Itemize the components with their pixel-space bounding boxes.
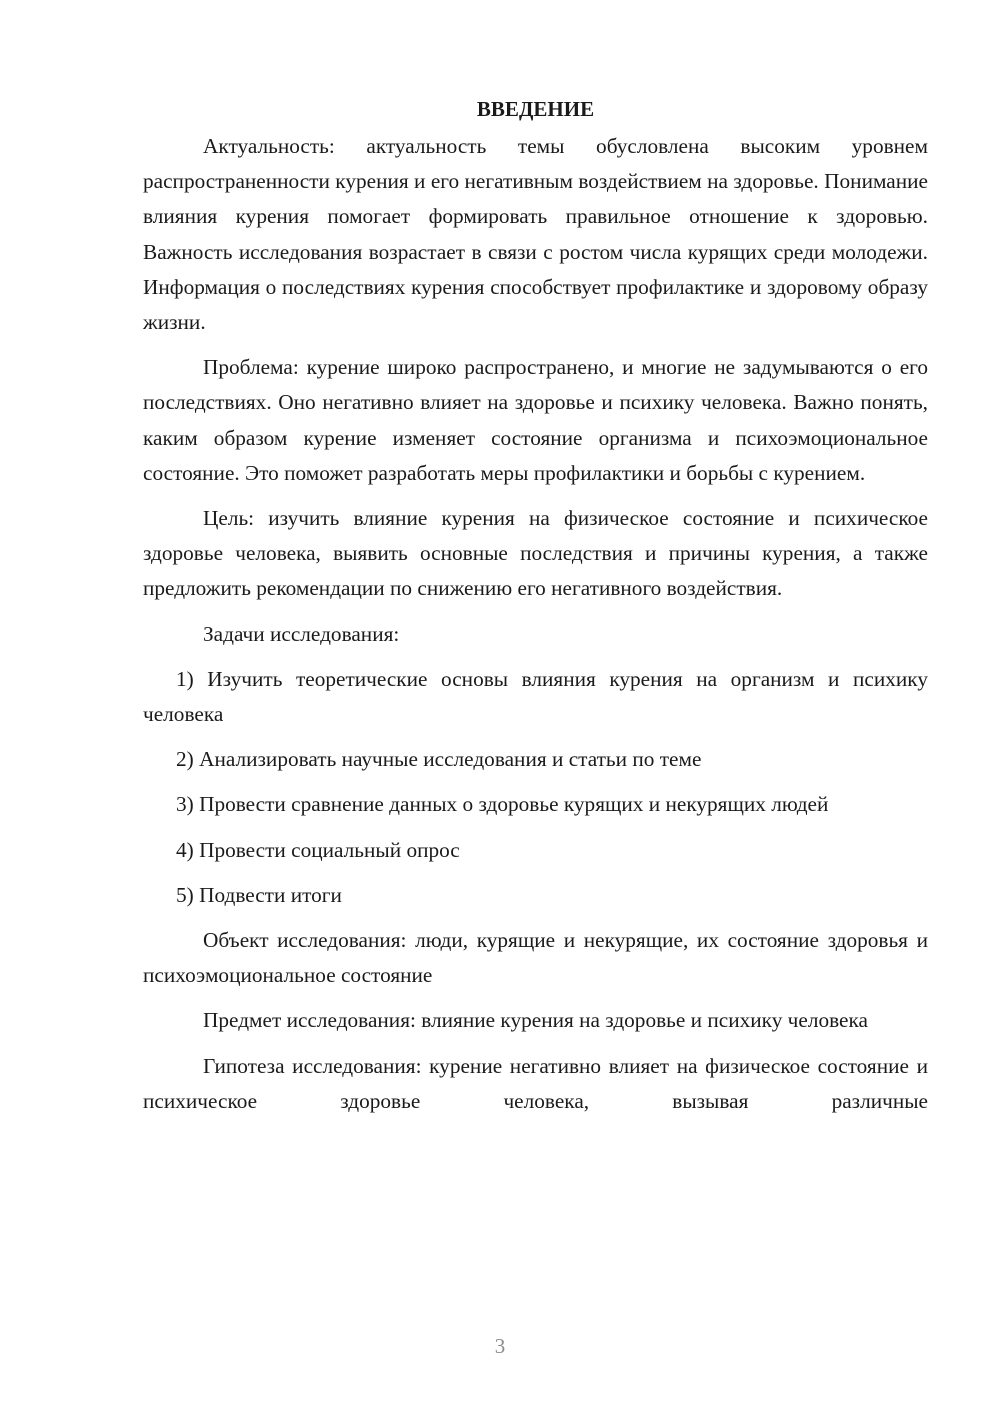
object-paragraph: Объект исследования: люди, курящие и некурящие, их состояние здоровья и психоэмоциональное состояние: [143, 928, 928, 988]
section-heading: ВВЕДЕНИЕ: [476, 97, 595, 121]
page-number: 3: [494, 1334, 506, 1358]
hypothesis-paragraph: Гипотеза исследования: курение негативно влияет на физическое состояние и психическое здоровье человека, вызывая различные: [143, 1053, 928, 1113]
task-item-4: 4) Провести социальный опрос: [176, 837, 460, 862]
document-page: [143, 92, 928, 1119]
tasks-title: Задачи исследования:: [203, 621, 400, 646]
relevance-paragraph: Актуальность: актуальность темы обусловлена высоким уровнем распространенности курения и его негативным воздействием на здоровье. Понимание влияния курения помогает формировать правильное отношение к здоровью. Важность исследования возрастает в связи с ростом числа курящих среди молодежи. Информация о последствиях курения способствует профилактике и здоровому образу жизни.: [143, 134, 928, 335]
task-item-3: 3) Провести сравнение данных о здоровье курящих и некурящих людей: [176, 792, 829, 817]
task-item-1: 1) Изучить теоретические основы влияния курения на организм и психику человека: [143, 666, 928, 727]
task-item-2: 2) Анализировать научные исследования и статьи по теме: [176, 747, 702, 772]
goal-paragraph: Цель: изучить влияние курения на физическое состояние и психическое здоровье человека, выявить основные последствия и причины курения, а также предложить рекомендации по снижению его негативного воздействия.: [143, 506, 928, 601]
subject-paragraph: Предмет исследования: влияние курения на здоровье и психику человека: [203, 1008, 868, 1033]
problem-paragraph: Проблема: курение широко распространено, и многие не задумываются о его последствиях. Оно негативно влияет на здоровье и психику человека. Важно понять, каким образом курение изменяет состояние организма и психоэмоциональное состояние. Это поможет разработать меры профилактики и борьбы с курением.: [143, 355, 928, 485]
task-item-5: 5) Подвести итоги: [176, 882, 342, 907]
